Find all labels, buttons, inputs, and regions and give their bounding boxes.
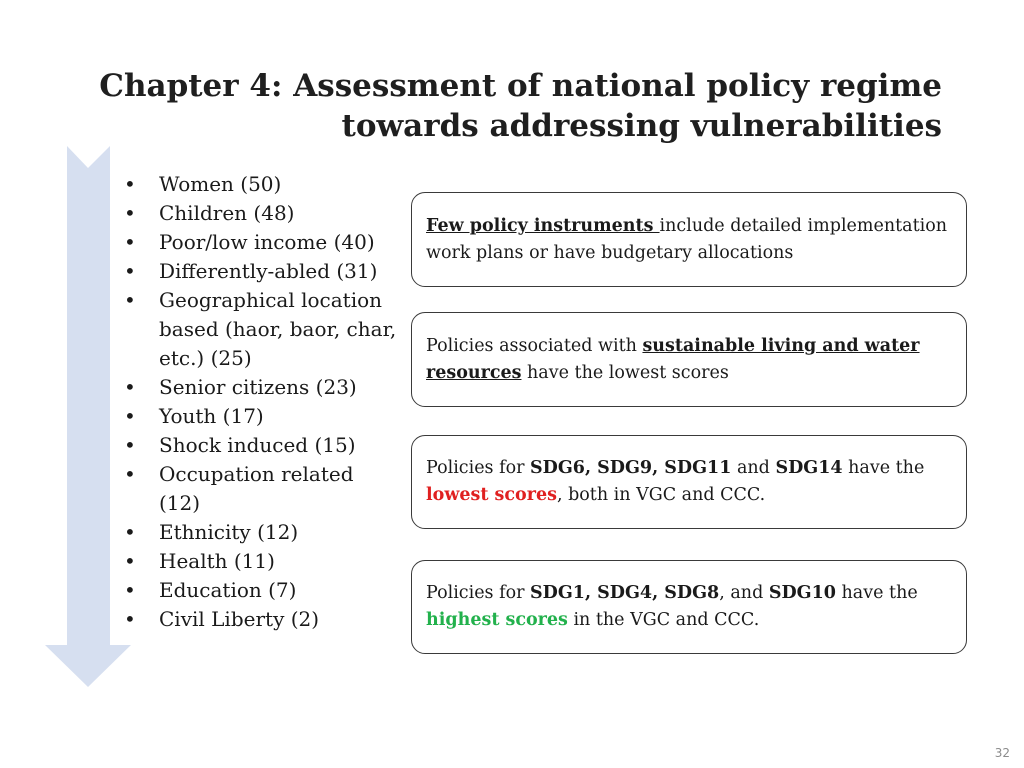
finding-text <box>426 333 952 387</box>
list-item: • Civil Liberty (2) <box>120 605 400 634</box>
text-run: Policies for <box>426 583 531 603</box>
text-run: Policies associated with <box>426 335 643 356</box>
text-run: have the <box>835 583 918 603</box>
finding-box-policy-instruments <box>411 192 967 287</box>
emphasis-bold: SDG14 <box>775 458 843 478</box>
list-item: • Health (11) <box>120 547 400 576</box>
list-item: • Education (7) <box>120 576 400 605</box>
slide-title <box>99 66 942 146</box>
emphasis-bold: SDG10 <box>768 583 836 603</box>
emphasis-bold: SDG1, SDG4, SDG8 <box>530 583 720 603</box>
list-item: • Differently-abled (31) <box>120 257 400 286</box>
slide-title-line-2: towards addressing vulnerabilities <box>341 108 942 144</box>
finding-text <box>426 455 952 509</box>
text-run: and <box>731 458 776 478</box>
emphasis-underline: sustainable living and water resources <box>426 335 920 383</box>
text-run: Policies for <box>426 458 531 478</box>
page-number: 32 <box>994 746 1010 760</box>
list-item: • Children (48) <box>120 199 400 228</box>
finding-text <box>426 213 952 267</box>
text-run: , and <box>719 583 769 603</box>
finding-box-lowest-scores <box>411 435 967 529</box>
list-item: • Youth (17) <box>120 402 400 431</box>
list-item: • Poor/low income (40) <box>120 228 400 257</box>
list-item: • Shock induced (15) <box>120 431 400 460</box>
list-item: • Geographical location based (haor, baor, char, etc.) (25) <box>120 286 400 373</box>
text-run: include detailed implementation work plans or have budgetary allocations <box>426 215 948 263</box>
text-run: in the VGC and CCC. <box>567 610 760 630</box>
emphasis-underline: Few policy instruments <box>426 215 660 236</box>
emphasis-green: highest scores <box>426 610 568 630</box>
down-arrow-shape <box>45 146 131 687</box>
finding-text <box>426 580 952 634</box>
list-item: • Occupation related (12) <box>120 460 400 518</box>
text-run: have the <box>842 458 925 478</box>
emphasis-red: lowest scores <box>426 485 557 505</box>
list-item: • Senior citizens (23) <box>120 373 400 402</box>
text-run: have the lowest scores <box>521 362 729 383</box>
list-item: • Women (50) <box>120 170 400 199</box>
finding-box-sustainable-living <box>411 312 967 407</box>
list-item: • Ethnicity (12) <box>120 518 400 547</box>
emphasis-bold: SDG6, SDG9, SDG11 <box>530 458 732 478</box>
finding-box-highest-scores <box>411 560 967 654</box>
text-run: , both in VGC and CCC. <box>556 485 766 505</box>
vulnerable-groups-list <box>120 170 400 634</box>
slide-title-line-1: Chapter 4: Assessment of national policy regime <box>99 68 942 104</box>
down-arrow-icon <box>0 0 140 700</box>
